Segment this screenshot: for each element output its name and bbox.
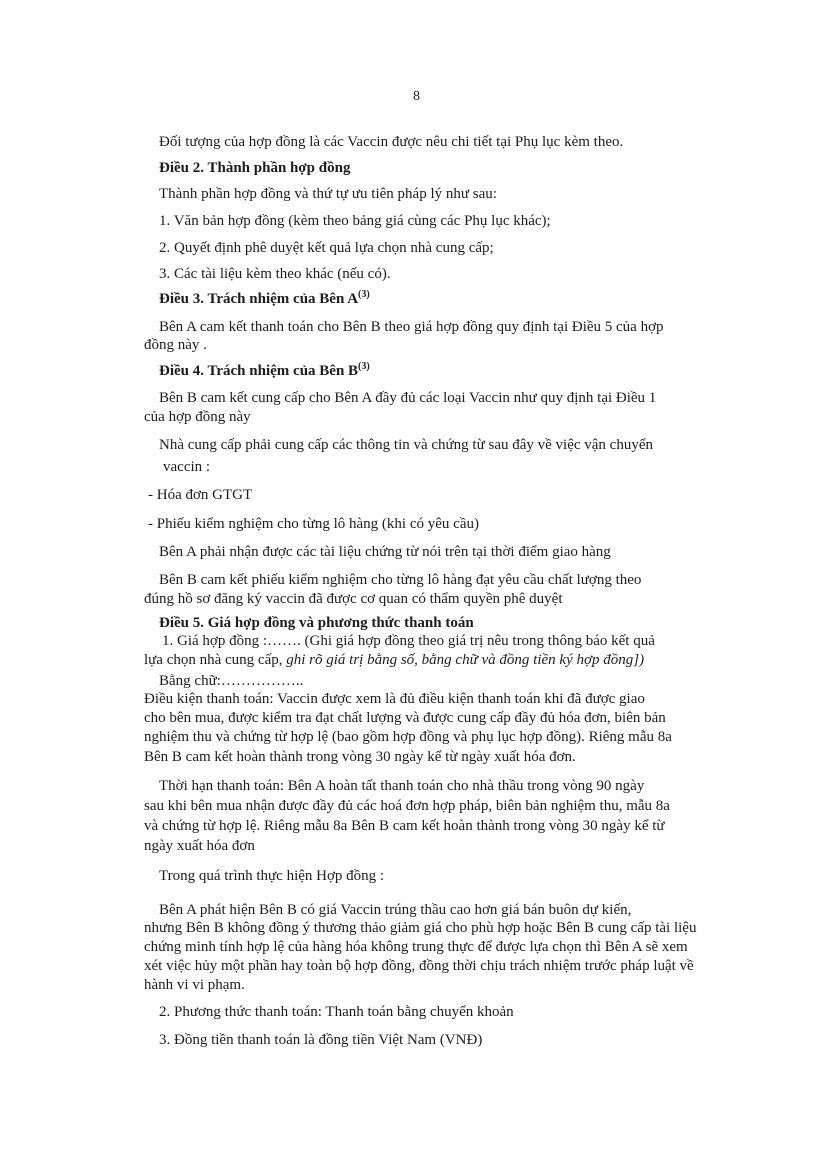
italic-text-run: ghi rõ giá trị bằng số, bằng chữ và đồng tiền ký hợp đồng]) [286,652,645,668]
paragraph-line: hành vi vi phạm. [144,977,245,993]
article-5-heading: Điều 5. Giá hợp đồng và phương thức thanh toán [159,615,474,631]
paragraph-line: Thời hạn thanh toán: Bên A hoàn tất thanh toán cho nhà thầu trong vòng 90 ngày [159,778,645,794]
list-item: 3. Đồng tiền thanh toán là đồng tiền Việt Nam (VNĐ) [159,1032,483,1048]
list-item: - Hóa đơn GTGT [148,487,253,503]
paragraph-line: nghiệm thu và chứng từ hợp lệ (bao gồm hợp đồng và phụ lục hợp đồng). Riêng mẫu 8a [144,729,672,745]
list-item: 2. Phương thức thanh toán: Thanh toán bằng chuyển khoản [159,1004,514,1020]
paragraph-line: Bên A phát hiện Bên B có giá Vaccin trúng thầu cao hơn giá bán buôn dự kiến, [159,902,632,918]
list-item: 2. Quyết định phê duyệt kết quả lựa chọn nhà cung cấp; [159,240,494,256]
page-number: 8 [413,89,420,104]
paragraph-line: 1. Giá hợp đồng :……. (Ghi giá hợp đồng theo giá trị nêu trong thông báo kết quả [162,633,655,649]
paragraph-line: Bên B cam kết cung cấp cho Bên A đầy đủ các loại Vaccin như quy định tại Điều 1 [159,390,657,406]
paragraph-line: Bên B cam kết phiếu kiểm nghiệm cho từng lô hàng đạt yêu cầu chất lượng theo [159,572,642,588]
paragraph-line: đúng hồ sơ đăng ký vaccin đã được cơ quan có thẩm quyền phê duyệt [144,591,563,607]
paragraph-line: Điều kiện thanh toán: Vaccin được xem là đủ điều kiện thanh toán khi đã được giao [144,691,645,707]
paragraph-line: Bên B cam kết hoàn thành trong vòng 30 ngày kể từ ngày xuất hóa đơn. [144,749,576,765]
paragraph-line: Trong quá trình thực hiện Hợp đồng : [159,868,385,884]
paragraph-line: và chứng từ hợp lệ. Riêng mẫu 8a Bên B cam kết hoàn thành trong vòng 30 ngày kể từ [144,818,665,834]
amount-in-words-line: Bằng chữ:…………….. [159,673,304,689]
paragraph-line: chứng minh tính hợp lệ của hàng hóa không trung thực để được lựa chọn thì Bên A sẽ xem [144,939,688,955]
paragraph-line: nhưng Bên B không đồng ý thương thảo giảm giá cho phù hợp hoặc Bên B cung cấp tài liệu [144,920,697,936]
article-4-heading [159,362,370,381]
paragraph-line [144,651,644,670]
heading-text: Điều 3. Trách nhiệm của Bên A [159,291,359,307]
paragraph-line: sau khi bên mua nhận được đầy đủ các hoá đơn hợp pháp, biên bản nghiệm thu, mẫu 8a [144,798,670,814]
paragraph-line: đồng này . [144,337,207,353]
paragraph-line: vaccin : [163,459,211,475]
paragraph-line: Nhà cung cấp phải cung cấp các thông tin và chứng từ sau đây về việc vận chuyển [159,437,653,453]
list-item: - Phiếu kiểm nghiệm cho từng lô hàng (khi có yêu cầu) [148,516,479,532]
paragraph-line: của hợp đồng này [144,409,251,425]
article-3-heading [159,290,370,309]
list-item: 1. Văn bản hợp đồng (kèm theo bảng giá cùng các Phụ lục khác); [159,213,551,229]
footnote-marker: (3) [358,361,370,372]
text-run: lựa chọn nhà cung cấp, [144,652,287,668]
object-of-contract-text: Đối tượng của hợp đồng là các Vaccin được nêu chi tiết tại Phụ lục kèm theo. [159,134,624,150]
heading-text: Điều 4. Trách nhiệm của Bên B [159,363,359,379]
list-item: 3. Các tài liệu kèm theo khác (nếu có). [159,266,391,282]
paragraph-line: ngày xuất hóa đơn [144,838,255,854]
paragraph-line: Bên A phải nhận được các tài liệu chứng từ nói trên tại thời điểm giao hàng [159,544,611,560]
footnote-marker: (3) [358,289,370,300]
paragraph-line: cho bên mua, được kiểm tra đạt chất lượng và được cung cấp đầy đủ hóa đơn, biên bản [144,710,666,726]
paragraph-line: Thành phần hợp đồng và thứ tự ưu tiên pháp lý như sau: [159,186,497,202]
paragraph-line: Bên A cam kết thanh toán cho Bên B theo giá hợp đồng quy định tại Điều 5 của hợp [159,319,664,335]
paragraph-line: xét việc hủy một phần hay toàn bộ hợp đồng, đồng thời chịu trách nhiệm trước pháp luật về [144,958,694,974]
article-2-heading: Điều 2. Thành phần hợp đồng [159,160,351,176]
